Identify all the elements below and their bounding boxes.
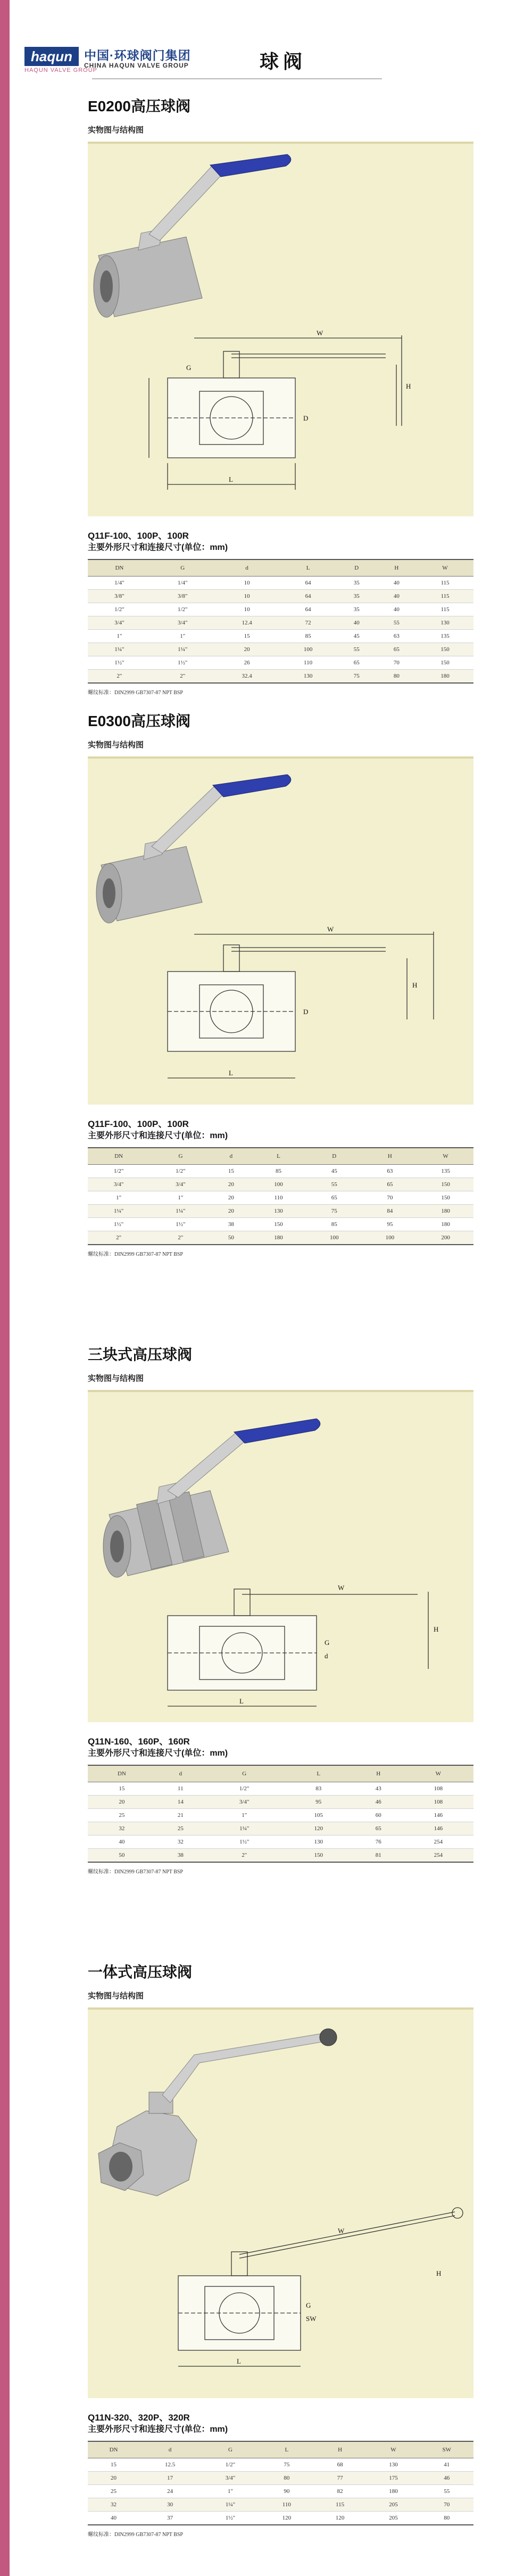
table-cell: 14 [156, 1796, 205, 1809]
left-color-stripe [0, 0, 10, 2576]
table-cell: 63 [377, 630, 417, 643]
product-section-one-piece [88, 1962, 473, 2538]
table-cell: 80 [377, 670, 417, 684]
valve-technical-drawing [168, 1589, 428, 1706]
table-cell: 1/2" [88, 1165, 149, 1178]
logo-tagline: HAQUN VALVE GROUP [24, 67, 98, 73]
table-cell: 35 [337, 577, 377, 590]
table-cell: 25 [88, 1809, 156, 1822]
table-cell: 3/4" [201, 2472, 260, 2485]
col-header: D [337, 559, 377, 577]
table-row [88, 2512, 473, 2525]
table-cell: 20 [88, 2472, 139, 2485]
table-cell: 108 [403, 1782, 473, 1796]
product-figure-panel [88, 2007, 473, 2398]
section-title: 三块式高压球阀 [88, 1346, 193, 1363]
dim-label-w: W [327, 925, 334, 933]
table-cell: 83 [284, 1782, 354, 1796]
table-cell: 1½" [88, 656, 151, 670]
table-cell: 72 [280, 616, 337, 630]
table-cell: 40 [88, 2512, 139, 2525]
col-header: G [205, 1765, 284, 1782]
table-row [88, 616, 473, 630]
table-cell: 64 [280, 603, 337, 616]
col-header: L [260, 2441, 313, 2458]
table-cell: 3/4" [205, 1796, 284, 1809]
table-cell: 21 [156, 1809, 205, 1822]
col-header: H [362, 1148, 418, 1165]
table-cell: 37 [139, 2512, 201, 2525]
table-row [88, 656, 473, 670]
dim-label-d: d [325, 1652, 328, 1660]
product-figure-panel [88, 142, 473, 516]
col-header: G [151, 559, 214, 577]
table-cell: 1½" [201, 2512, 260, 2525]
table-cell: 82 [313, 2485, 367, 2498]
table-cell: 20 [212, 1178, 251, 1191]
table-row [88, 1165, 473, 1178]
table-cell: 1¼" [88, 1205, 149, 1218]
table-cell: 180 [418, 1218, 473, 1231]
table-cell: 15 [214, 630, 280, 643]
dim-label-g: G [306, 2301, 311, 2309]
table-row [88, 577, 473, 590]
table-cell: 1/2" [205, 1782, 284, 1796]
dim-label-g: G [325, 1639, 330, 1647]
col-header: d [212, 1148, 251, 1165]
table-cell: 1" [88, 1191, 149, 1205]
table-cell: 40 [337, 616, 377, 630]
table-row [88, 2485, 473, 2498]
company-logo [24, 43, 205, 76]
table-cell: 3/8" [151, 590, 214, 603]
table-cell: 68 [313, 2458, 367, 2472]
table-cell: 55 [337, 643, 377, 656]
table-cell: 150 [418, 1178, 473, 1191]
thread-standard-note: 螺纹标准：DIN2999 GB7307-87 NPT BSP [88, 1252, 183, 1257]
table-cell: 200 [418, 1231, 473, 1245]
table-cell: 1/2" [151, 603, 214, 616]
dim-label-w: W [338, 1584, 345, 1592]
dim-label-sw: SW [306, 2315, 317, 2323]
table-cell: 12.4 [214, 616, 280, 630]
valve-illustration [88, 1392, 473, 1722]
table-row [88, 1191, 473, 1205]
spec-table [88, 559, 473, 684]
col-header: G [201, 2441, 260, 2458]
table-cell: 110 [280, 656, 337, 670]
section-subtitle: 实物图与结构图 [88, 1991, 144, 2001]
table-cell: 55 [306, 1178, 362, 1191]
dim-label-g: G [186, 364, 192, 372]
table-cell: 10 [214, 603, 280, 616]
table-cell: 1" [88, 630, 151, 643]
table-cell: 1¼" [205, 1822, 284, 1836]
table-cell: 120 [313, 2512, 367, 2525]
table-cell: 1½" [149, 1218, 211, 1231]
spec-table [88, 2441, 473, 2525]
table-cell: 254 [403, 1836, 473, 1849]
table-cell: 1" [205, 1809, 284, 1822]
table-cell: 120 [284, 1822, 354, 1836]
dimension-unit-note: 主要外形尺寸和连接尺寸(单位：mm) [88, 543, 228, 552]
table-cell: 100 [306, 1231, 362, 1245]
page-header [10, 0, 532, 80]
table-cell: 90 [260, 2485, 313, 2498]
table-cell: 24 [139, 2485, 201, 2498]
table-cell: 150 [251, 1218, 306, 1231]
col-header: H [377, 559, 417, 577]
table-cell: 75 [337, 670, 377, 684]
table-cell: 26 [214, 656, 280, 670]
model-number: Q11F-100、100P、100R [88, 1119, 189, 1129]
table-cell: 95 [284, 1796, 354, 1809]
table-cell: 81 [354, 1849, 403, 1863]
table-cell: 3/4" [151, 616, 214, 630]
table-cell: 120 [260, 2512, 313, 2525]
logo-wordmark: haqun [24, 47, 79, 66]
col-header: DN [88, 1765, 156, 1782]
table-cell: 15 [212, 1165, 251, 1178]
valve-illustration [88, 144, 473, 516]
table-cell: 2" [149, 1231, 211, 1245]
table-cell: 115 [417, 603, 473, 616]
table-cell: 43 [354, 1782, 403, 1796]
table-row [88, 1782, 473, 1796]
table-cell: 64 [280, 590, 337, 603]
table-cell: 2" [88, 1231, 149, 1245]
table-cell: 40 [377, 590, 417, 603]
table-row [88, 1809, 473, 1822]
table-cell: 84 [362, 1205, 418, 1218]
table-cell: 1" [151, 630, 214, 643]
table-cell: 135 [417, 630, 473, 643]
table-cell: 1/2" [149, 1165, 211, 1178]
table-cell: 70 [377, 656, 417, 670]
table-cell: 108 [403, 1796, 473, 1809]
table-cell: 1½" [88, 1218, 149, 1231]
table-cell: 175 [367, 2472, 420, 2485]
table-cell: 30 [139, 2498, 201, 2512]
table-cell: 150 [417, 643, 473, 656]
table-row [88, 1205, 473, 1218]
table-row [88, 1218, 473, 1231]
table-cell: 45 [337, 630, 377, 643]
table-cell: 1/4" [151, 577, 214, 590]
dim-label-d: D [303, 1008, 309, 1016]
table-cell: 1/4" [88, 577, 151, 590]
dim-label-w: W [338, 2227, 345, 2235]
table-cell: 65 [377, 643, 417, 656]
table-cell: 65 [337, 656, 377, 670]
table-cell: 100 [280, 643, 337, 656]
dim-label-l: L [229, 1069, 233, 1077]
dimension-unit-note: 主要外形尺寸和连接尺寸(单位：mm) [88, 1131, 228, 1140]
valve-technical-drawing [168, 932, 434, 1078]
table-cell: 15 [88, 2458, 139, 2472]
valve-photo [103, 1419, 320, 1577]
table-cell: 115 [313, 2498, 367, 2512]
table-cell: 32.4 [214, 670, 280, 684]
table-cell: 130 [251, 1205, 306, 1218]
table-row [88, 2498, 473, 2512]
dim-label-l: L [229, 475, 233, 483]
table-cell: 100 [362, 1231, 418, 1245]
dimension-unit-note: 主要外形尺寸和连接尺寸(单位：mm) [88, 2425, 228, 2434]
col-header: W [403, 1765, 473, 1782]
dimension-unit-note: 主要外形尺寸和连接尺寸(单位：mm) [88, 1749, 228, 1758]
table-cell: 1¼" [88, 643, 151, 656]
table-cell: 205 [367, 2512, 420, 2525]
section-title: E0200高压球阀 [88, 98, 190, 114]
spec-table [88, 1147, 473, 1245]
table-cell: 254 [403, 1849, 473, 1863]
table-cell: 115 [417, 577, 473, 590]
spec-table [88, 1765, 473, 1863]
table-row [88, 630, 473, 643]
dim-label-l: L [239, 1697, 244, 1705]
table-cell: 65 [354, 1822, 403, 1836]
table-row [88, 1796, 473, 1809]
table-row [88, 1849, 473, 1863]
table-row [88, 603, 473, 616]
table-cell: 25 [88, 2485, 139, 2498]
table-row [88, 2472, 473, 2485]
col-header: W [418, 1148, 473, 1165]
dim-label-h: H [406, 382, 411, 390]
table-cell: 1½" [205, 1836, 284, 1849]
section-title: 一体式高压球阀 [88, 1964, 193, 1980]
table-cell: 105 [284, 1809, 354, 1822]
valve-illustration [88, 2010, 473, 2398]
product-section-three-piece [88, 1344, 473, 1875]
valve-technical-drawing [178, 2208, 463, 2366]
table-cell: 60 [354, 1809, 403, 1822]
table-cell: 10 [214, 590, 280, 603]
table-cell: 3/4" [149, 1178, 211, 1191]
table-cell: 150 [417, 656, 473, 670]
table-cell: 180 [367, 2485, 420, 2498]
table-cell: 85 [251, 1165, 306, 1178]
table-cell: 2" [88, 670, 151, 684]
table-cell: 85 [306, 1218, 362, 1231]
table-cell: 46 [420, 2472, 473, 2485]
table-cell: 77 [313, 2472, 367, 2485]
col-header: G [149, 1148, 211, 1165]
table-cell: 110 [251, 1191, 306, 1205]
col-header: DN [88, 559, 151, 577]
table-cell: 35 [337, 590, 377, 603]
table-cell: 32 [88, 2498, 139, 2512]
table-cell: 180 [418, 1205, 473, 1218]
table-row [88, 1178, 473, 1191]
table-cell: 50 [88, 1849, 156, 1863]
table-cell: 180 [417, 670, 473, 684]
table-cell: 15 [88, 1782, 156, 1796]
valve-photo [94, 154, 291, 317]
table-cell: 1" [149, 1191, 211, 1205]
table-cell: 146 [403, 1822, 473, 1836]
table-cell: 12.5 [139, 2458, 201, 2472]
table-row [88, 590, 473, 603]
table-cell: 1" [201, 2485, 260, 2498]
table-cell: 180 [251, 1231, 306, 1245]
table-row [88, 643, 473, 656]
model-number: Q11N-320、320P、320R [88, 2413, 190, 2423]
table-cell: 50 [212, 1231, 251, 1245]
table-row [88, 1822, 473, 1836]
product-section-e0200 [88, 96, 473, 696]
col-header: DN [88, 1148, 149, 1165]
table-cell: 20 [214, 643, 280, 656]
table-cell: 2" [151, 670, 214, 684]
table-cell: 135 [418, 1165, 473, 1178]
table-cell: 38 [156, 1849, 205, 1863]
table-cell: 10 [214, 577, 280, 590]
table-cell: 20 [212, 1205, 251, 1218]
table-cell: 64 [280, 577, 337, 590]
model-number: Q11F-100、100P、100R [88, 531, 189, 541]
table-cell: 32 [88, 1822, 156, 1836]
table-cell: 40 [88, 1836, 156, 1849]
dim-label-d: D [303, 414, 309, 422]
table-cell: 130 [417, 616, 473, 630]
table-cell: 1/2" [88, 603, 151, 616]
section-subtitle: 实物图与结构图 [88, 126, 144, 135]
col-header: d [214, 559, 280, 577]
table-cell: 1¼" [151, 643, 214, 656]
table-cell: 205 [367, 2498, 420, 2512]
valve-illustration [88, 759, 473, 1105]
table-cell: 130 [284, 1836, 354, 1849]
col-header: d [156, 1765, 205, 1782]
col-header: L [284, 1765, 354, 1782]
table-cell: 55 [420, 2485, 473, 2498]
table-cell: 85 [280, 630, 337, 643]
table-cell: 40 [377, 603, 417, 616]
table-cell: 76 [354, 1836, 403, 1849]
table-cell: 130 [367, 2458, 420, 2472]
dim-label-h: H [412, 981, 418, 989]
table-cell: 70 [420, 2498, 473, 2512]
col-header: SW [420, 2441, 473, 2458]
table-row [88, 1231, 473, 1245]
table-cell: 11 [156, 1782, 205, 1796]
table-cell: 45 [306, 1165, 362, 1178]
table-row [88, 670, 473, 684]
table-cell: 40 [377, 577, 417, 590]
table-cell: 1¼" [149, 1205, 211, 1218]
table-cell: 100 [251, 1178, 306, 1191]
valve-technical-drawing [149, 335, 402, 490]
table-cell: 130 [280, 670, 337, 684]
thread-standard-note: 螺纹标准：DIN2999 GB7307-87 NPT BSP [88, 2532, 183, 2538]
model-number: Q11N-160、160P、160R [88, 1736, 190, 1747]
table-cell: 3/4" [88, 1178, 149, 1191]
table-cell: 46 [354, 1796, 403, 1809]
table-cell: 41 [420, 2458, 473, 2472]
col-header: W [367, 2441, 420, 2458]
brand-name-en: CHINA HAQUN VALVE GROUP [84, 62, 189, 69]
table-cell: 3/8" [88, 590, 151, 603]
table-cell: 95 [362, 1218, 418, 1231]
dim-label-w: W [317, 329, 323, 337]
page-title: 球阀 [260, 51, 307, 72]
col-header: L [280, 559, 337, 577]
section-subtitle: 实物图与结构图 [88, 740, 144, 750]
table-cell: 75 [260, 2458, 313, 2472]
table-cell: 80 [420, 2512, 473, 2525]
table-cell: 35 [337, 603, 377, 616]
table-cell: 150 [418, 1191, 473, 1205]
table-cell: 70 [362, 1191, 418, 1205]
col-header: d [139, 2441, 201, 2458]
table-cell: 1½" [151, 656, 214, 670]
table-cell: 110 [260, 2498, 313, 2512]
table-cell: 17 [139, 2472, 201, 2485]
valve-photo [98, 2029, 337, 2196]
table-cell: 65 [306, 1191, 362, 1205]
brand-name-cn: 中国·环球阀门集团 [84, 48, 191, 62]
table-row [88, 2458, 473, 2472]
section-title: E0300高压球阀 [88, 713, 190, 729]
table-cell: 55 [377, 616, 417, 630]
col-header: D [306, 1148, 362, 1165]
col-header: DN [88, 2441, 139, 2458]
thread-standard-note: 螺纹标准：DIN2999 GB7307-87 NPT BSP [88, 1869, 183, 1875]
table-cell: 146 [403, 1809, 473, 1822]
table-cell: 1/2" [201, 2458, 260, 2472]
table-cell: 80 [260, 2472, 313, 2485]
table-cell: 32 [156, 1836, 205, 1849]
header-divider [92, 78, 382, 79]
table-cell: 20 [212, 1191, 251, 1205]
valve-photo [96, 775, 291, 923]
table-cell: 3/4" [88, 616, 151, 630]
thread-standard-note: 螺纹标准：DIN2999 GB7307-87 NPT BSP [88, 690, 183, 696]
col-header: H [313, 2441, 367, 2458]
col-header: W [417, 559, 473, 577]
table-cell: 38 [212, 1218, 251, 1231]
product-figure-panel [88, 756, 473, 1105]
section-subtitle: 实物图与结构图 [88, 1374, 144, 1383]
dim-label-h: H [434, 1625, 439, 1633]
dim-label-h: H [436, 2269, 442, 2277]
table-cell: 1¼" [201, 2498, 260, 2512]
col-header: H [354, 1765, 403, 1782]
table-cell: 63 [362, 1165, 418, 1178]
table-cell: 20 [88, 1796, 156, 1809]
table-cell: 75 [306, 1205, 362, 1218]
product-section-e0300 [88, 711, 473, 1257]
dim-label-l: L [237, 2357, 241, 2365]
table-cell: 25 [156, 1822, 205, 1836]
product-figure-panel [88, 1390, 473, 1722]
table-cell: 115 [417, 590, 473, 603]
col-header: L [251, 1148, 306, 1165]
table-row [88, 1836, 473, 1849]
table-cell: 150 [284, 1849, 354, 1863]
table-cell: 2" [205, 1849, 284, 1863]
table-cell: 65 [362, 1178, 418, 1191]
